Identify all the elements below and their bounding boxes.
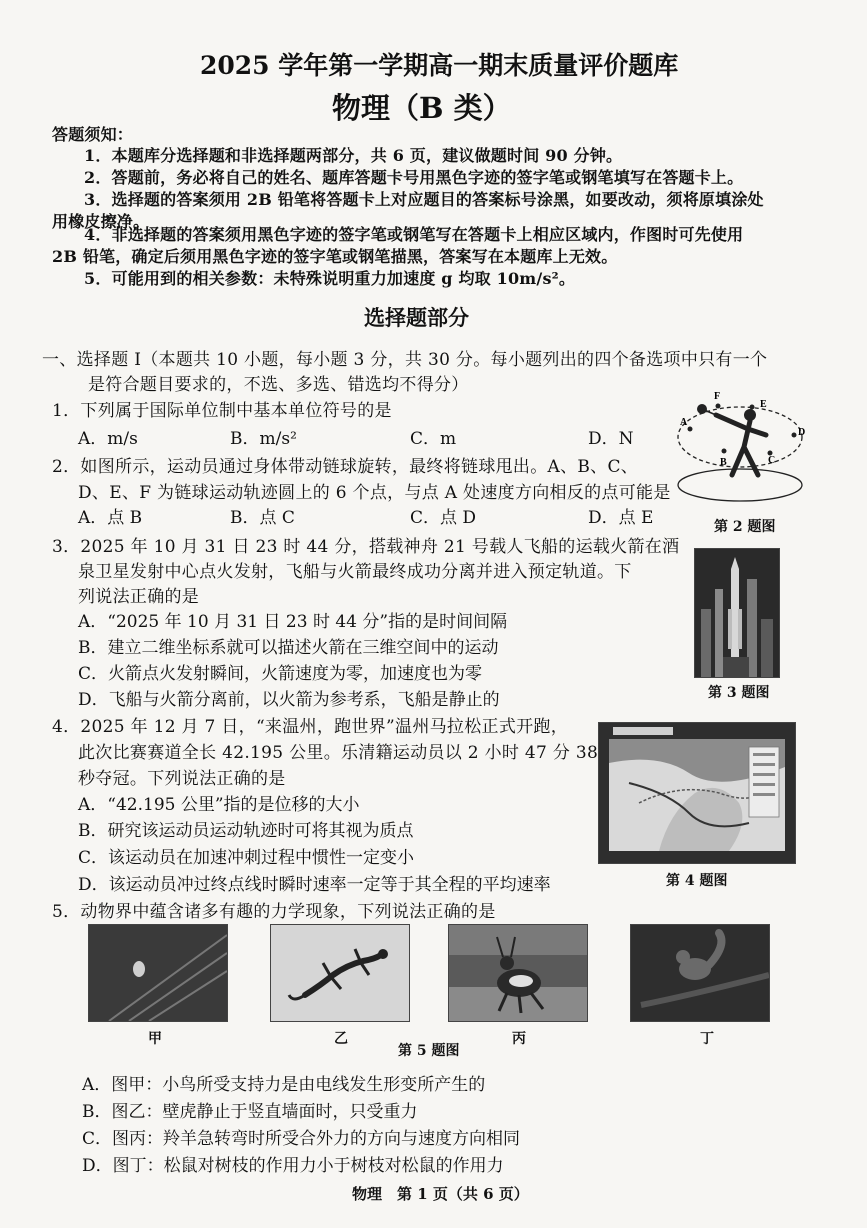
question-2-stem: 2．如图所示，运动员通过身体带动链球旋转，最终将链球甩出。A、B、C、 <box>52 457 639 477</box>
q1-option-d: D．N <box>588 429 634 449</box>
q5-option-b: B．图乙：壁虎静止于竖直墙面时，只受重力 <box>82 1102 418 1122</box>
notice-item: 2．答题前，务必将自己的姓名、题库答题卡号用黑色字迹的签字笔或钢笔填写在答题卡上。 <box>84 168 744 187</box>
q2-option-b: B．点 C <box>230 508 295 528</box>
notice-item: 4．非选择题的答案须用黑色字迹的签字笔或钢笔写在答题卡上相应区域内，作图时可先使用 <box>84 225 744 244</box>
marathon-route-map <box>598 722 796 864</box>
figure-2-caption: 第 2 题图 <box>714 519 776 535</box>
question-5-stem: 5．动物界中蕴含诸多有趣的力学现象，下列说法正确的是 <box>52 902 496 922</box>
rocket-launch-photo <box>694 548 780 678</box>
q3-option-c: C．火箭点火发射瞬间，火箭速度为零，加速度也为零 <box>78 664 483 684</box>
q2-option-d: D．点 E <box>588 508 654 528</box>
q4-option-a: A．“42.195 公里”指的是位移的大小 <box>78 795 360 815</box>
question-4-stem: 4．2025 年 12 月 7 日，“来温州，跑世界”温州马拉松正式开跑， <box>52 717 569 737</box>
q2-option-c: C．点 D <box>410 508 477 528</box>
notice-item: 5．可能用到的相关参数：未特殊说明重力加速度 g 均取 10m/s²。 <box>84 269 576 288</box>
figure-5-label-jia: 甲 <box>148 1031 162 1047</box>
q2-option-a: A．点 B <box>78 508 143 528</box>
point-label-e: E <box>760 399 767 410</box>
hammer-throw-figure <box>672 385 812 510</box>
figure-5-label-yi: 乙 <box>334 1031 348 1047</box>
figure-5-label-ding: 丁 <box>700 1031 714 1047</box>
q5-option-a: A．图甲：小鸟所受支持力是由电线发生形变所产生的 <box>82 1075 486 1095</box>
page-footer: 物理 第 1 页（共 6 页） <box>352 1185 529 1203</box>
figure-4-caption: 第 4 题图 <box>666 873 728 889</box>
q4-option-c: C．该运动员在加速冲刺过程中惯性一定变小 <box>78 848 415 868</box>
question-4-stem-cont: 此次比赛赛道全长 42.195 公里。乐清籍运动员以 2 小时 47 分 38 <box>78 743 599 763</box>
point-label-a: A <box>680 417 688 428</box>
question-3-stem: 3．2025 年 10 月 31 日 23 时 44 分，搭载神舟 21 号载人飞船的运载火箭在酒 <box>52 537 680 557</box>
squirrel-on-branch-photo <box>630 924 770 1022</box>
antelope-turning-photo <box>448 924 588 1022</box>
point-label-c: C <box>768 455 776 466</box>
figure-5-label-bing: 丙 <box>512 1031 526 1047</box>
bird-on-wire-photo <box>88 924 228 1022</box>
page-subtitle: 物理（B 类） <box>332 91 512 125</box>
part-instructions-cont: 是符合题目要求的，不选、多选、错选均不得分） <box>88 375 469 395</box>
question-3-stem-cont: 泉卫星发射中心点火发射，飞船与火箭最终成功分离并进入预定轨道。下 <box>78 562 632 582</box>
figure-3-caption: 第 3 题图 <box>708 685 770 701</box>
q3-option-b: B．建立二维坐标系就可以描述火箭在三维空间中的运动 <box>78 638 499 658</box>
section-title: 选择题部分 <box>364 305 469 330</box>
point-label-d: D <box>798 427 806 438</box>
q5-option-c: C．图丙：羚羊急转弯时所受合外力的方向与速度方向相同 <box>82 1129 521 1149</box>
gecko-on-wall-photo <box>270 924 410 1022</box>
notice-item: 2B 铅笔，确定后须用黑色字迹的签字笔或钢笔描黑，答案写在本题库上无效。 <box>52 247 618 266</box>
q1-option-a: A．m/s <box>78 429 138 449</box>
question-1-stem: 1．下列属于国际单位制中基本单位符号的是 <box>52 401 392 421</box>
question-2-stem-cont: D、E、F 为链球运动轨迹圆上的 6 个点，与点 A 处速度方向相反的点可能是 <box>78 483 671 503</box>
notice-heading: 答题须知： <box>52 125 134 144</box>
q4-option-d: D．该运动员冲过终点线时瞬时速率一定等于其全程的平均速率 <box>78 875 551 895</box>
point-label-f: F <box>714 391 721 402</box>
part-instructions: 一、选择题 I（本题共 10 小题，每小题 3 分，共 30 分。每小题列出的四个备选项中只有一个 <box>42 350 768 370</box>
question-4-stem-cont: 秒夺冠。下列说法正确的是 <box>78 769 286 789</box>
q3-option-d: D．飞船与火箭分离前，以火箭为参考系，飞船是静止的 <box>78 690 500 710</box>
q3-option-a: A．“2025 年 10 月 31 日 23 时 44 分”指的是时间间隔 <box>78 612 508 632</box>
question-3-stem-cont: 列说法正确的是 <box>78 587 200 607</box>
q4-option-b: B．研究该运动员运动轨迹时可将其视为质点 <box>78 821 414 841</box>
notice-item: 1．本题库分选择题和非选择题两部分，共 6 页，建议做题时间 90 分钟。 <box>84 146 623 165</box>
point-label-b: B <box>720 457 727 468</box>
page-title: 2025 学年第一学期高一期末质量评价题库 <box>200 51 679 80</box>
notice-item: 用橡皮擦净。 <box>52 212 150 231</box>
q1-option-b: B．m/s² <box>230 429 297 449</box>
q1-option-c: C．m <box>410 429 457 449</box>
q5-option-d: D．图丁：松鼠对树枝的作用力小于树枝对松鼠的作用力 <box>82 1156 504 1176</box>
figure-5-caption: 第 5 题图 <box>398 1043 460 1059</box>
notice-item: 3．选择题的答案须用 2B 铅笔将答题卡上对应题目的答案标号涂黑，如要改动，须将原填涂处 <box>84 190 764 209</box>
